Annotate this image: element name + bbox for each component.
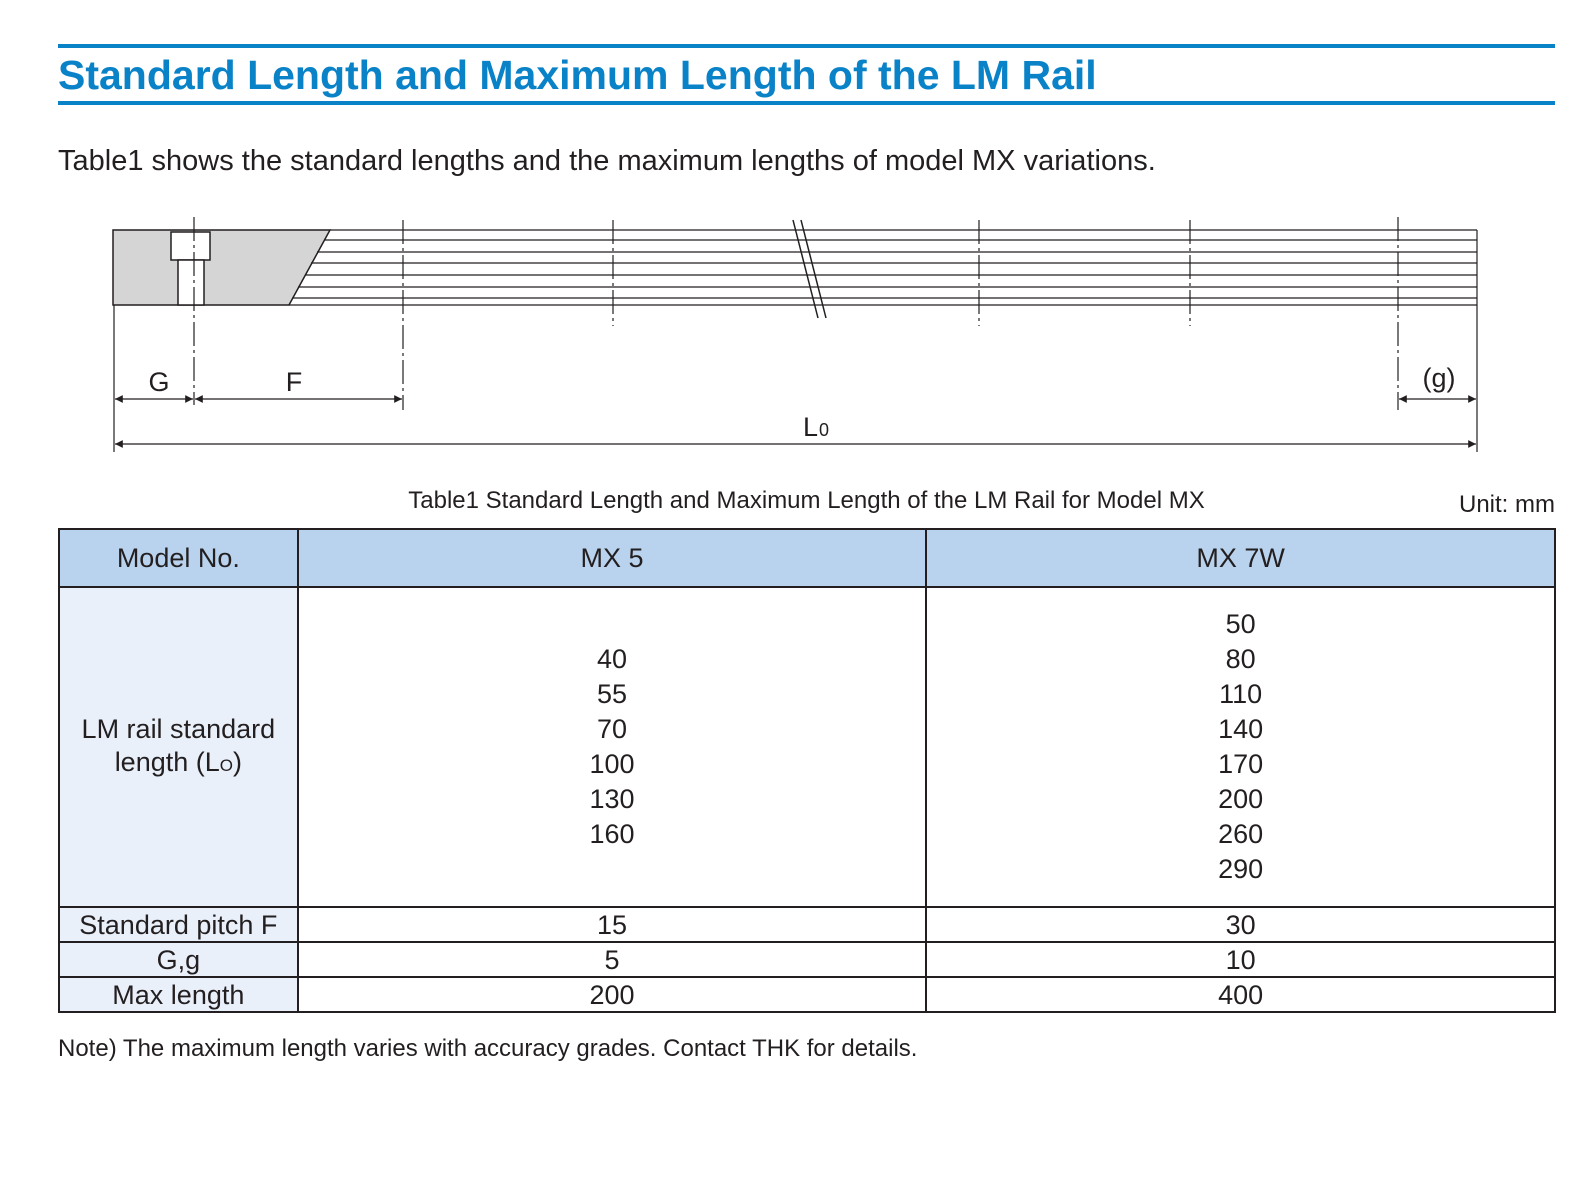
hole-centerlines xyxy=(194,217,1398,410)
table-header-row xyxy=(59,529,1555,587)
mx7w-standard-lengths: 50 80 110 140 170 200 260 290 xyxy=(926,587,1555,907)
page-title: Standard Length and Maximum Length of the LM Rail xyxy=(58,52,1097,98)
table-row-max-length xyxy=(59,977,1555,1012)
table-row-standard-length xyxy=(59,587,1555,907)
mx5-max-length: 200 xyxy=(298,977,927,1012)
dim-label-L0: L xyxy=(802,412,818,442)
dim-label-g: (g) xyxy=(1422,363,1456,393)
mounting-hole-counterbore xyxy=(171,232,210,260)
row-label-max-length: Max length xyxy=(59,977,298,1012)
dim-label-L0-subscript: 0 xyxy=(819,420,830,440)
title-rule-top xyxy=(58,44,1555,48)
footnote: Note) The maximum length varies with accuracy grades. Contact THK for details. xyxy=(58,1035,918,1062)
header-mx5: MX 5 xyxy=(298,529,927,587)
dim-label-G: G xyxy=(148,367,170,397)
dim-label-F: F xyxy=(285,367,303,397)
dimension-lines xyxy=(115,399,1476,444)
intro-text: Table1 shows the standard lengths and the maximum lengths of model MX variations. xyxy=(58,145,1156,177)
row-label-gg: G,g xyxy=(59,942,298,977)
header-model-no: Model No. xyxy=(59,529,298,587)
mx7w-max-length: 400 xyxy=(926,977,1555,1012)
mx5-gg: 5 xyxy=(298,942,927,977)
header-mx7w: MX 7W xyxy=(926,529,1555,587)
mounting-hole xyxy=(178,260,204,305)
mx7w-gg: 10 xyxy=(926,942,1555,977)
length-table xyxy=(58,528,1556,1013)
break-lines xyxy=(793,220,826,318)
mx5-pitch: 15 xyxy=(298,907,927,942)
rail-body xyxy=(289,230,1477,305)
unit-label: Unit: mm xyxy=(1459,491,1555,518)
row-label-standard-length: LM rail standard length (LO) xyxy=(59,587,298,907)
table-row-gg xyxy=(59,942,1555,977)
rail-diagram xyxy=(0,205,1593,455)
mx5-standard-lengths: 40 55 70 100 130 160 xyxy=(298,587,927,907)
table-caption: Table1 Standard Length and Maximum Length of the LM Rail for Model MX xyxy=(408,487,1205,514)
title-rule-bottom xyxy=(58,101,1555,105)
row-label-pitch: Standard pitch F xyxy=(59,907,298,942)
rail-section xyxy=(113,230,330,305)
table-row-pitch xyxy=(59,907,1555,942)
mx7w-pitch: 30 xyxy=(926,907,1555,942)
